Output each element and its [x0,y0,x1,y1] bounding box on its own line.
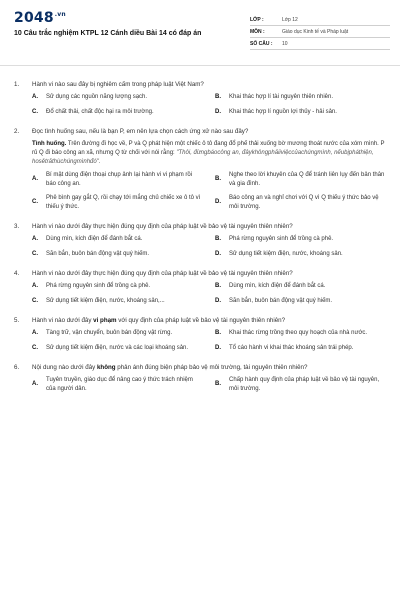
option-d[interactable] [215,297,386,306]
meta-key: LỚP : [250,16,264,23]
option-c[interactable] [32,297,203,306]
option-letter: B. [215,236,221,242]
logo-text: 2048 [14,10,54,26]
question-4 [14,269,386,305]
option-text: Tàng trữ, vận chuyển, buôn bán động vật rừng. [46,330,173,336]
option-text: Phê bình gay gắt Q, rồi chạy tới mắng chủ chiếc xe ô tô vì thiếu ý thức. [46,195,201,210]
option-text: Khai thác hợp lí nguồn lợi thủy - hải sản. [229,108,337,115]
option-text: Chấp hành quy định của pháp luật về bảo vệ tài nguyên, môi trường. [229,377,380,392]
document-header [0,0,400,66]
options [32,282,386,305]
option-b[interactable] [215,282,386,291]
option-letter: C. [32,250,38,257]
option-a[interactable] [32,171,203,188]
option-text: Săn bắn, buôn bán động vật quý hiếm. [46,250,150,257]
option-b[interactable] [215,93,386,102]
options [32,93,386,116]
question-text-pre: Hành vi nào dưới đây [32,317,94,324]
question-text-post: phản ánh đúng biện pháp bảo vệ môi trường, tài nguyên thiên nhiên? [115,364,308,371]
option-b[interactable] [215,235,386,244]
option-text: Nghe theo lời khuyên của Q để tránh liên lụy đến bản thân và gia đình. [229,172,385,187]
option-d[interactable] [215,194,386,211]
option-letter: B. [215,94,221,100]
question-number: 5. [14,317,20,324]
option-letter: A. [32,236,38,242]
question-number: 6. [14,364,20,371]
question-2 [14,127,386,211]
option-c[interactable] [32,250,203,259]
option-c[interactable] [32,108,203,117]
question-text: Đọc tình huống sau, nếu là bạn P, em nên lựa chọn cách ứng xử nào sau đây? [32,128,249,135]
passage-text: Trên đường đi học về, P và Q phát hiện một chiếc ô tô đang đổ phế thải xuống bờ mương thoát nước của xóm mình. P rủ Q đi báo công an xã, nhưng Q từ chối với nói rằng: [32,141,385,156]
option-a[interactable] [32,376,203,393]
question-6 [14,363,386,393]
options [32,329,386,352]
question-stem [14,316,386,325]
option-text: Dùng mìn, kích điện để đánh bắt cá. [229,283,326,289]
question-stem [14,127,386,136]
option-letter: A. [32,330,38,336]
option-letter: D. [215,108,221,115]
option-letter: B. [215,283,221,289]
question-stem [14,363,386,372]
option-letter: C. [32,108,38,115]
question-stem [14,80,386,89]
option-letter: C. [32,344,38,351]
option-letter: D. [215,297,221,304]
question-number: 2. [14,128,20,135]
option-c[interactable] [32,344,203,353]
question-emphasis: không [96,364,116,371]
options [32,235,386,258]
option-d[interactable] [215,108,386,117]
option-letter: B. [215,381,221,388]
question-number: 3. [14,223,20,230]
option-letter: B. [215,176,221,183]
option-text: Tổ cáo hành vi khai thác khoáng sản trái phép. [229,344,354,351]
meta-key: MÔN : [250,28,265,35]
option-a[interactable] [32,235,203,244]
option-text: Đổ chất thải, chất độc hại ra môi trường. [46,108,154,115]
option-a[interactable] [32,282,203,291]
passage-label: Tình huống. [32,141,67,147]
question-number: 4. [14,270,20,277]
question-text: Hành vi nào dưới đây thực hiện đúng quy định của pháp luật về bảo vệ tài nguyên thiên nhiên? [32,223,293,230]
option-text: Dùng mìn, kích điện để đánh bắt cá. [46,236,143,242]
question-text-pre: Nội dung nào dưới đây [32,364,97,371]
option-letter: A. [32,94,38,100]
meta-row-subject [250,26,390,38]
option-b[interactable] [215,376,386,393]
document-title: 10 Câu trắc nghiệm KTPL 12 Cánh diều Bài 14 có đáp án [14,30,202,37]
option-text: Báo công an và nghỉ chơi với Q vì Q thiếu ý thức bảo vệ môi trường. [229,195,379,210]
option-text: Sử dụng các nguồn năng lượng sạch. [46,94,148,100]
option-d[interactable] [215,250,386,259]
question-text: Hành vi nào dưới đây thực hiện đúng quy định của pháp luật về bảo vệ tài nguyên thiên nhiên? [32,270,293,277]
option-c[interactable] [32,194,203,211]
question-stem [14,269,386,278]
meta-table [250,14,390,50]
option-text: Sử dụng tiết kiệm điện, nước, khoáng sản. [229,250,343,257]
question-text: Hành vi nào sau đây bị nghiêm cấm trong pháp luật Việt Nam? [32,81,204,88]
question-stem [14,222,386,231]
question-number: 1. [14,81,20,88]
option-d[interactable] [215,344,386,353]
meta-value: Lớp 12 [282,16,298,23]
options [32,171,386,211]
meta-row-count [250,38,390,50]
option-letter: A. [32,381,38,388]
option-text: Phá rừng nguyên sinh để trồng cà phê. [229,236,334,242]
option-text: Phá rừng nguyên sinh để trồng cà phê. [46,283,151,289]
option-letter: D. [215,344,221,351]
option-b[interactable] [215,329,386,338]
option-letter: C. [32,297,38,304]
option-letter: D. [215,250,221,257]
option-text: Bí mật dùng điện thoại chụp ảnh lại hành vi vi phạm rồi báo công an. [46,172,193,187]
option-a[interactable] [32,93,203,102]
question-text [32,316,386,325]
meta-row-class [250,14,390,26]
option-text: Sử dụng tiết kiệm điện, nước và các loại khoáng sản. [46,344,189,351]
option-letter: A. [32,283,38,289]
option-text: Khai thác hợp lí tài nguyên thiên nhiên. [229,94,334,100]
question-emphasis: vi phạm [93,317,117,324]
option-letter: A. [32,176,38,183]
passage-quote: "Thôi, đừngbáocông an, đâykhôngphảiiviệccủachúngmình, nếubịpháthiện, hosětrảthùchúngmìnhđó". [32,150,374,165]
options [32,376,386,393]
situation-passage [32,140,386,167]
option-text: Tuyên truyền, giáo dục để nâng cao ý thức trách nhiệm của người dân. [46,377,193,392]
option-text: Săn bắn, buôn bán động vật quý hiếm. [229,297,333,304]
option-letter: B. [215,330,221,336]
question-1 [14,80,386,116]
question-5 [14,316,386,352]
option-letter: C. [32,199,38,206]
option-letter: D. [215,199,221,206]
question-3 [14,222,386,258]
question-text-post: với quy định của pháp luật về bảo vệ tài nguyên thiên nhiên? [116,317,286,324]
question-text [32,363,386,372]
option-a[interactable] [32,329,203,338]
meta-value: Giáo dục Kinh tế và Pháp luật [282,28,349,35]
option-b[interactable] [215,171,386,188]
meta-value: 10 [282,40,288,47]
question-list [0,66,400,393]
meta-key: SỐ CÂU : [250,40,273,47]
option-text: Khai thác rừng trồng theo quy hoạch của nhà nước. [229,330,368,336]
logo-suffix: .vn [54,11,66,19]
option-text: Sử dụng tiết kiệm điện, nước, khoáng sản,... [46,297,165,304]
